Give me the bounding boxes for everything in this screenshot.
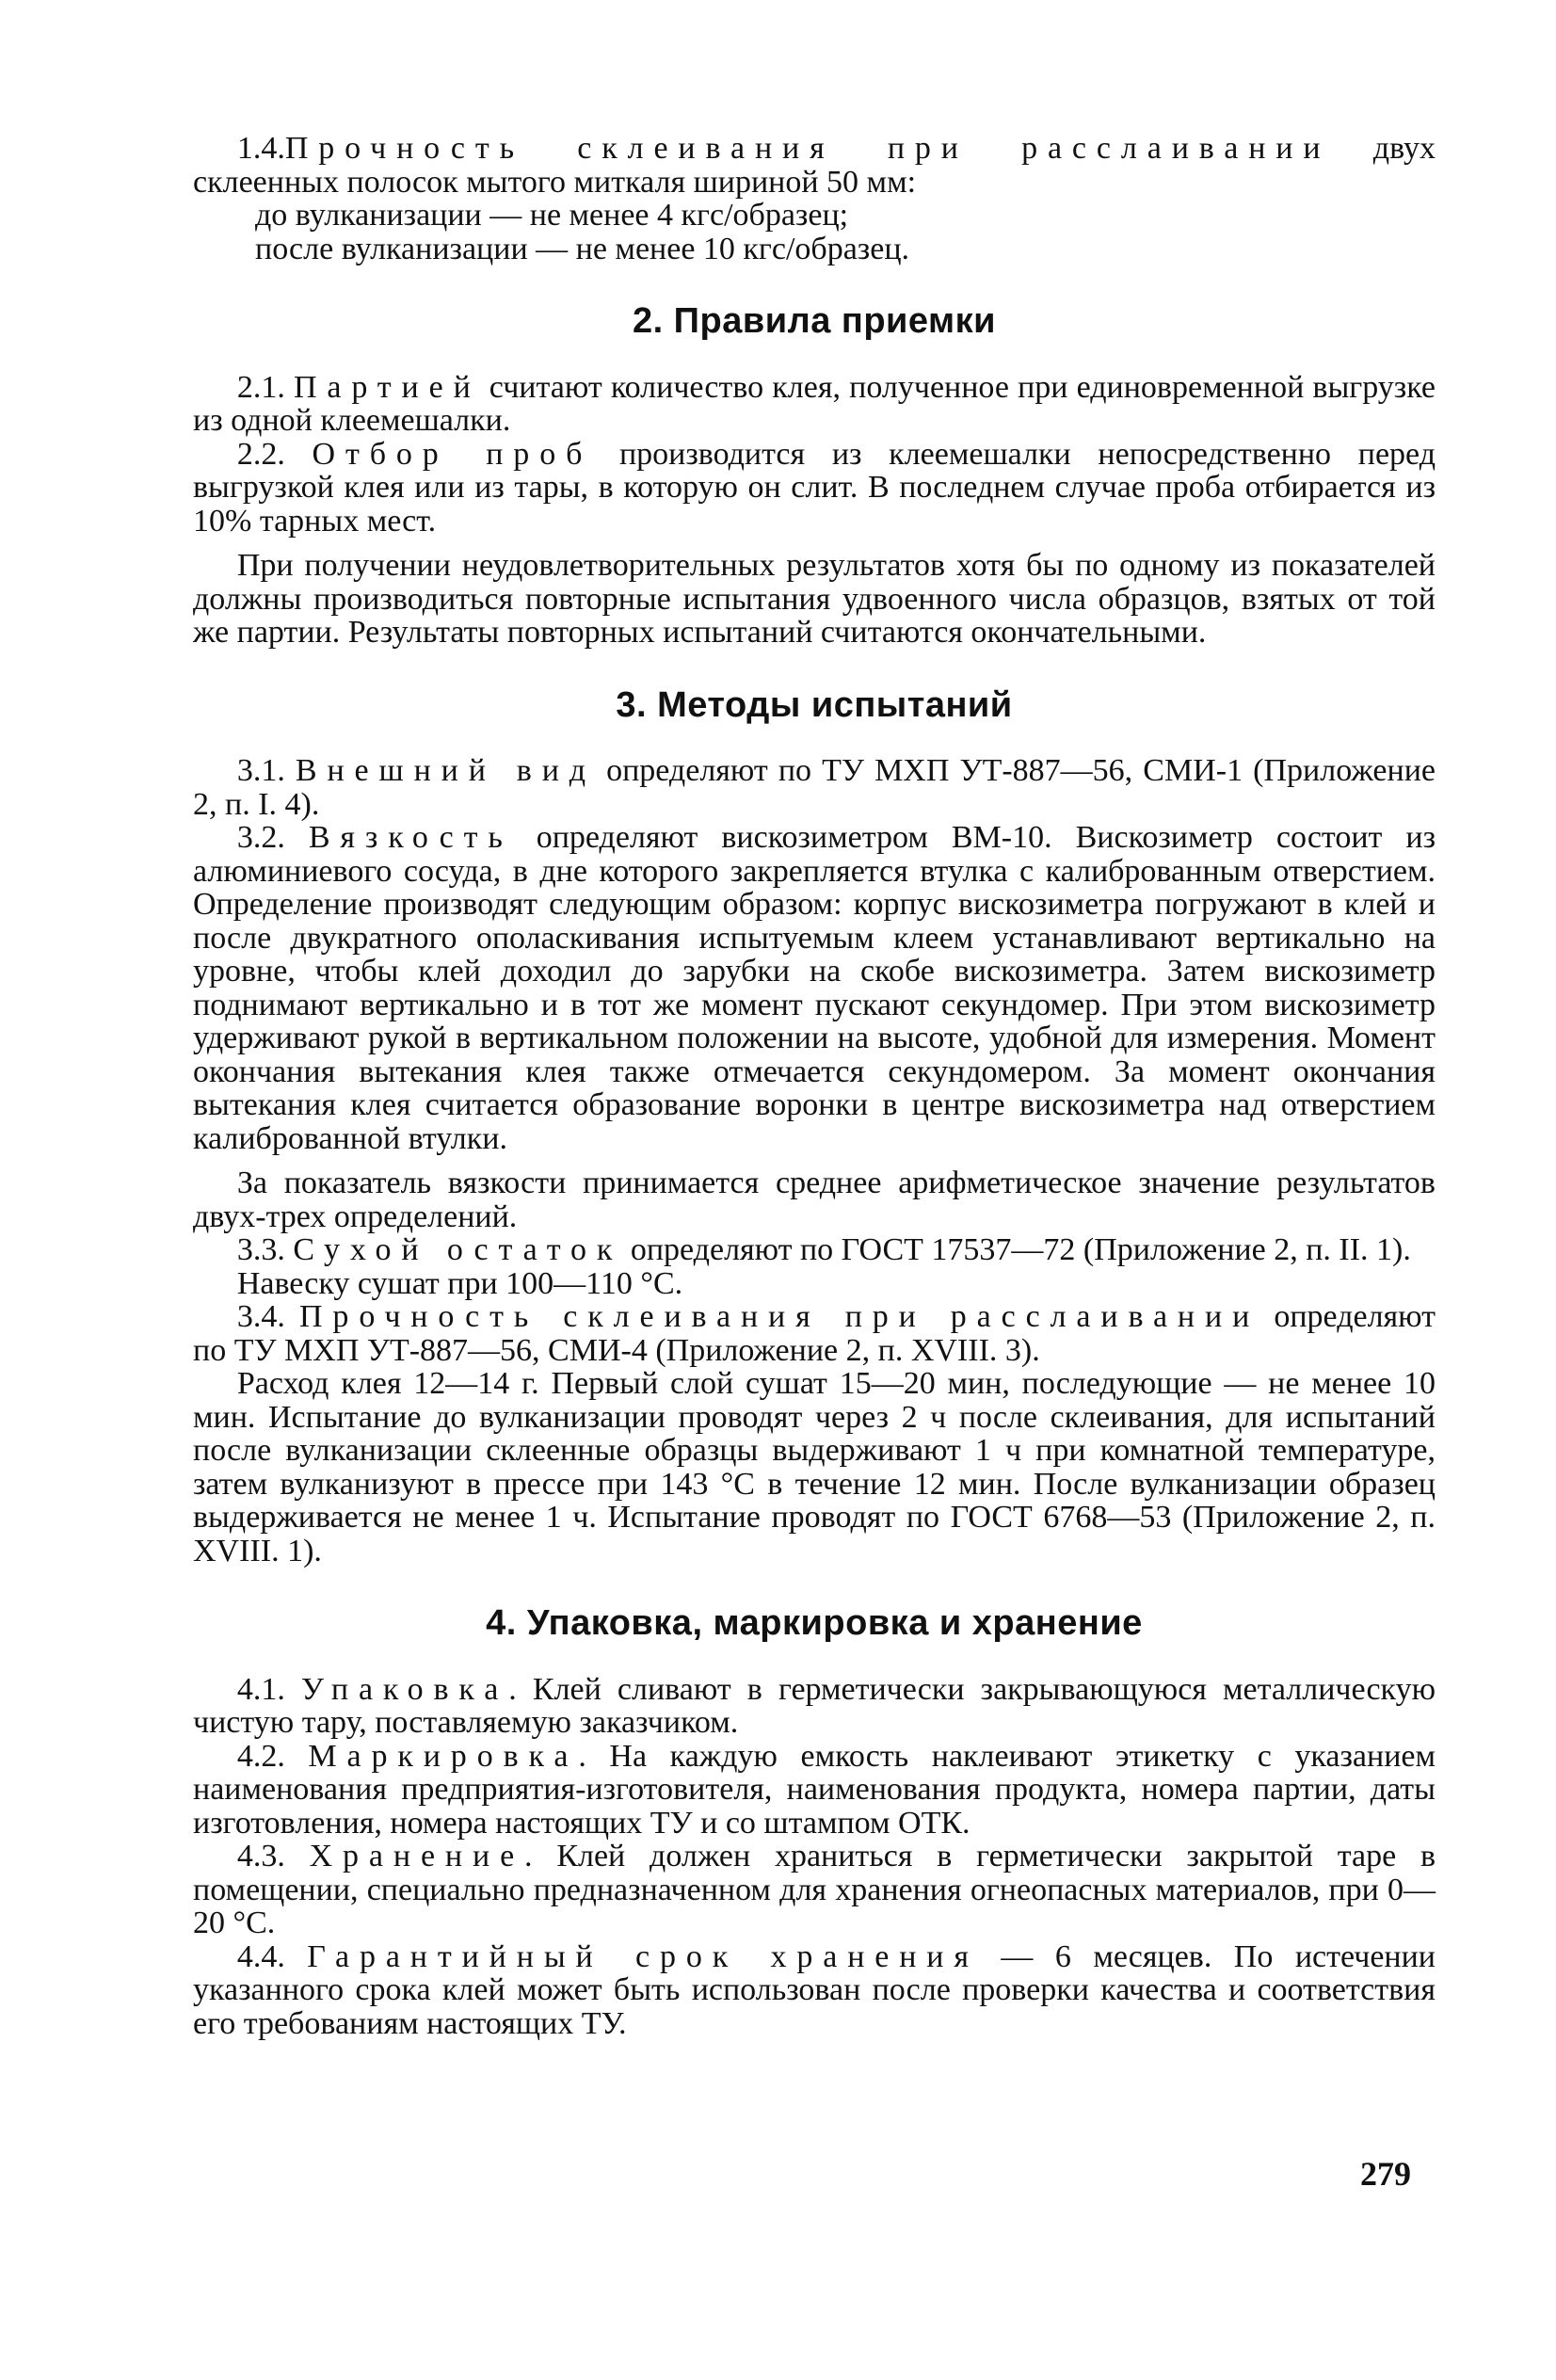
paragraph-2-1 bbox=[193, 371, 1436, 438]
paragraph-text: . Клей должен храниться в герметически закрытой таре в помещении, специально предназначенном для хранения огнеопасных материалов, при 0—20 °С. bbox=[193, 1839, 1436, 1940]
page-number: 279 bbox=[1360, 2155, 1411, 2193]
spaced-term: Прочность склеивания при расслаивании bbox=[284, 131, 1331, 166]
document-body bbox=[193, 132, 1436, 2040]
paragraph-text: . На каждую емкость наклеивают этикетку с указанием наименования предприятия-изготовителя, наименования продукта, номера партии, даты изготовления, номера настоящих ТУ и со штампом ОТК. bbox=[193, 1738, 1436, 1841]
paragraph-3-1 bbox=[193, 754, 1436, 821]
spaced-term: Хранение bbox=[309, 1839, 525, 1873]
paragraph-text: двух склеенных полосок мытого миткаля шириной 50 мм: bbox=[193, 131, 1436, 200]
spaced-term: Маркировка bbox=[308, 1738, 579, 1774]
paragraph-4-1 bbox=[193, 1673, 1436, 1740]
item-number: 3.3. bbox=[236, 1232, 285, 1267]
paragraph-1-4 bbox=[193, 132, 1436, 199]
paragraph-2-2 bbox=[193, 438, 1436, 539]
paragraph-4-2 bbox=[193, 1740, 1436, 1841]
item-number: 4.3. bbox=[236, 1839, 285, 1873]
item-number: 2.2. bbox=[236, 436, 285, 472]
item-number: 3.2. bbox=[236, 820, 285, 855]
paragraph-4-3 bbox=[193, 1840, 1436, 1940]
section-heading-2: 2. Правила приемки bbox=[632, 301, 997, 341]
spaced-term: Внешний вид bbox=[295, 753, 596, 788]
paragraph-text: — 6 месяцев. По истечении указанного срока клей может быть использован после проверки качества и соответствия его требованиям настоящих ТУ. bbox=[193, 1938, 1436, 2041]
paragraph-4-4 bbox=[193, 1940, 1436, 2041]
spaced-term: Вязкость bbox=[308, 820, 513, 855]
item-number: 3.1. bbox=[236, 753, 285, 788]
item-number: 4.1. bbox=[236, 1671, 285, 1707]
paragraph-3-2 bbox=[193, 821, 1436, 1155]
list-line-after-vulcanization: после вулканизации — не менее 10 кгс/образец. bbox=[255, 231, 910, 266]
paragraph-3-2-note: За показатель вязкости принимается среднее арифметическое значение результатов двух-трех определений. bbox=[193, 1166, 1436, 1234]
spaced-term: Упаковка bbox=[300, 1671, 509, 1707]
item-number: 2.1. bbox=[236, 369, 285, 405]
spaced-term: Гарантийный срок хранения bbox=[307, 1938, 979, 1974]
paragraph-3-4 bbox=[193, 1300, 1436, 1367]
paragraph-text: производится из клеемешалки непосредственно перед выгрузкой клея или из тары, в которую он слит. В последнем случае проба отбирается из 10% тарных мест. bbox=[193, 436, 1436, 539]
paragraph-text: определяют вискозиметром ВМ-10. Вискозиметр состоит из алюминиевого сосуда, в дне которого закрепляется втулка с калиброванным отверстием. Определение производят следующим образом: корпус вискозиметра погружают в клей и после двукратного ополаскивания испытуемым клеем устанавливают вертикально на уровне, чтобы клей доходил до зарубки на скобе вискозиметра. Затем вискозиметр поднимают вертикально и в тот же момент пускают секундомер. При этом вискозиметр удерживают рукой в вертикальном положении на высоте, удобной для измерения. Момент окончания вытекания клея также отмечается секундомером. За момент окончания вытекания клея считается образование воронки в центре вискозиметра над отверстием калиброванной втулки. bbox=[193, 820, 1436, 1156]
paragraph-text: определяют по ТУ МХП УТ-887—56, СМИ-4 (Приложение 2, п. XVIII. 3). bbox=[193, 1299, 1436, 1368]
paragraph-text: . Клей сливают в герметически закрывающуюся металлическую чистую тару, поставляемую заказчиком. bbox=[193, 1671, 1436, 1740]
spaced-term: Сухой остаток bbox=[293, 1232, 623, 1267]
paragraph-3-4-note: Расход клея 12—14 г. Первый слой сушат 15—20 мин, последующие — не менее 10 мин. Испытание до вулканизации проводят через 2 ч после склеивания, для испытаний после вулканизации склеенные образцы выдерживают 1 ч при комнатной температуре, затем вулканизуют в прессе при 143 °С в течение 12 мин. После вулканизации образец выдерживается не менее 1 ч. Испытание проводят по ГОСТ 6768—53 (Приложение 2, п. XVIII. 1). bbox=[193, 1366, 1436, 1568]
list-line-before-vulcanization: до вулканизации — не менее 4 кгс/образец; bbox=[255, 198, 849, 233]
paragraph-text: считают количество клея, полученное при единовременной выгрузке из одной клеемешалки. bbox=[193, 369, 1436, 438]
spaced-term: Прочность склеивания при расслаивании bbox=[299, 1299, 1260, 1334]
paragraph-text: определяют по ТУ МХП УТ-887—56, СМИ-1 (Приложение 2, п. I. 4). bbox=[193, 753, 1436, 822]
section-heading-3: 3. Методы испытаний bbox=[616, 684, 1013, 725]
spaced-term: Партией bbox=[293, 369, 481, 405]
item-number: 4.4. bbox=[236, 1938, 285, 1974]
item-number: 1.4. bbox=[236, 131, 285, 166]
item-number: 3.4. bbox=[236, 1299, 285, 1334]
paragraph-text: определяют по ГОСТ 17537—72 (Приложение 2, п. II. 1). bbox=[622, 1232, 1411, 1267]
section-heading-4: 4. Упаковка, маркировка и хранение bbox=[486, 1603, 1143, 1643]
paragraph-2-2-note: При получении неудовлетворительных результатов хотя бы по одному из показателей должны производиться повторные испытания удвоенного числа образцов, взятых от той же партии. Результаты повторных испытаний считаются окончательными. bbox=[193, 548, 1436, 650]
item-number: 4.2. bbox=[236, 1738, 285, 1774]
paragraph-3-3 bbox=[193, 1233, 1436, 1267]
paragraph-3-3-note: Навеску сушат при 100—110 °С. bbox=[236, 1265, 683, 1301]
spaced-term: Отбор проб bbox=[312, 436, 593, 472]
